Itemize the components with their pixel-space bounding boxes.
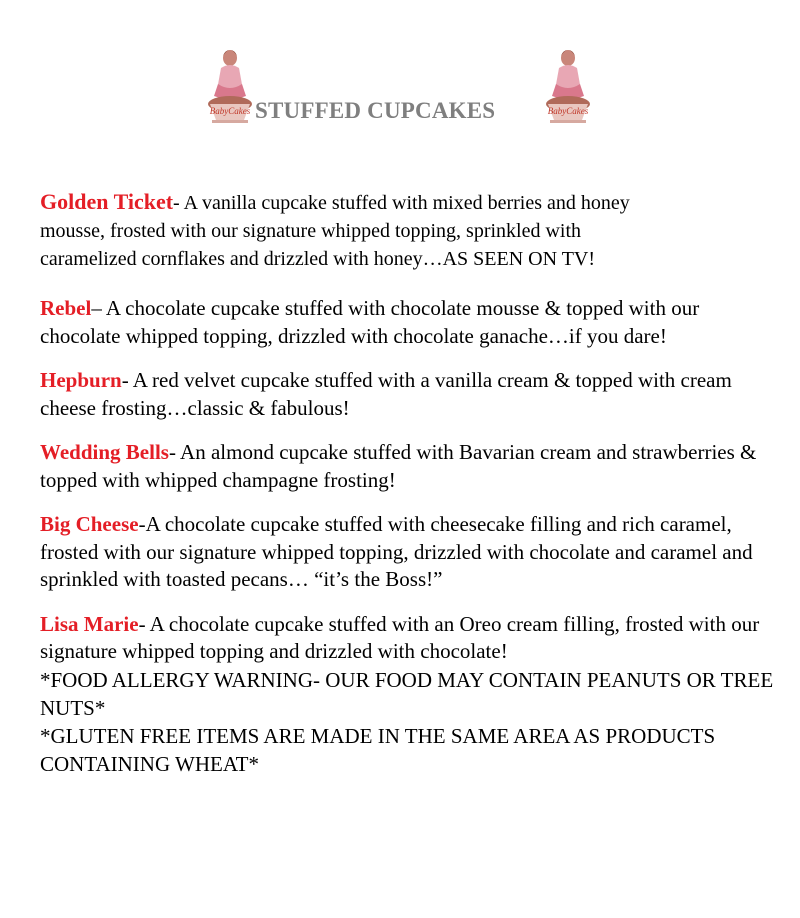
menu-item-description: - An almond cupcake stuffed with Bavarian cream and strawberries & topped with whipped champagne frosting! [40, 440, 757, 492]
menu-item-description: - A red velvet cupcake stuffed with a vanilla cream & topped with cream cheese frosting…classic & fabulous! [40, 368, 732, 420]
menu-item-description: -A chocolate cupcake stuffed with cheesecake filling and rich caramel, frosted with our signature whipped topping, drizzled with chocolate and caramel and sprinkled with toasted pecans… “it’s the Boss!” [40, 512, 753, 591]
menu-item [40, 367, 780, 422]
menu-item-description: - A vanilla cupcake stuffed with mixed berries and honey mousse, frosted with our signature whipped topping, sprinkled with caramelized cornflakes and drizzled with honey…AS SEEN ON TV! [40, 192, 630, 270]
menu-item-name: Lisa Marie [40, 611, 139, 636]
menu-item-name: Big Cheese [40, 512, 139, 536]
menu-item [40, 295, 780, 350]
menu-item-name: Hepburn [40, 368, 122, 392]
menu-content [40, 188, 780, 778]
menu-item-name: Golden Ticket [40, 189, 174, 214]
page-header [0, 0, 800, 140]
gluten-warning: *GLUTEN FREE ITEMS ARE MADE IN THE SAME AREA AS PRODUCTS CONTAINING WHEAT* [40, 723, 716, 776]
menu-item-name: Rebel [40, 296, 92, 320]
menu-item-description: - A chocolate cupcake stuffed with an Oreo cream filling, frosted with our signature whipped topping and drizzled with chocolate! [40, 611, 760, 663]
menu-item [40, 439, 780, 494]
page-title: STUFFED CUPCAKES [255, 98, 496, 123]
logo-text: BabyCakes [209, 106, 251, 116]
menu-item [40, 611, 780, 666]
babycakes-logo [542, 44, 594, 130]
allergy-warning: *FOOD ALLERGY WARNING- OUR FOOD MAY CONTAIN PEANUTS OR TREE NUTS* [40, 667, 774, 720]
menu-item [40, 188, 660, 273]
logo-text: BabyCakes [547, 106, 589, 116]
menu-item-description: – A chocolate cupcake stuffed with chocolate mousse & topped with our chocolate whipped topping, drizzled with chocolate ganache…if you dare! [40, 296, 700, 348]
babycakes-logo [204, 44, 256, 130]
menu-item-name: Wedding Bells [40, 440, 169, 464]
menu-item [40, 511, 780, 594]
